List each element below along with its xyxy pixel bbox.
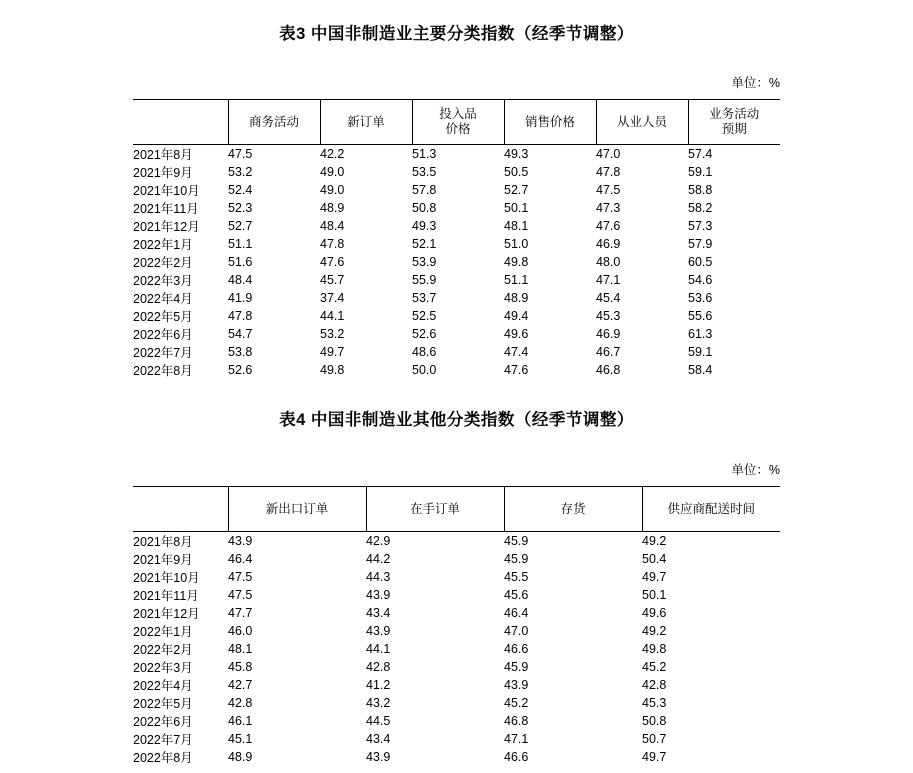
table3-cell: 48.4	[228, 273, 253, 287]
table3-cell: 51.6	[228, 255, 253, 269]
table3-cell: 53.2	[228, 165, 253, 179]
table4-cell: 45.5	[504, 570, 529, 584]
table3-col-employment: 从业人员	[596, 100, 688, 145]
table3-row-label: 2022年6月	[133, 328, 193, 342]
table3-cell: 57.4	[688, 147, 713, 161]
table4-col-month	[133, 487, 228, 532]
table3-cell: 47.0	[596, 147, 621, 161]
table4-cell: 50.7	[642, 732, 667, 746]
table3-row-label: 2022年2月	[133, 256, 193, 270]
table3-cell: 57.3	[688, 219, 713, 233]
table-row	[133, 217, 780, 235]
table4-cell: 49.2	[642, 624, 667, 638]
table-row	[133, 604, 780, 622]
table3-row-label: 2022年5月	[133, 310, 193, 324]
table3-header-row	[133, 100, 780, 145]
table3-row-label: 2022年3月	[133, 274, 193, 288]
table4-cell: 45.9	[504, 660, 529, 674]
table4-cell: 47.5	[228, 588, 253, 602]
table3-cell: 58.8	[688, 183, 713, 197]
table3-col-input-prices-line1: 投入品	[439, 107, 477, 121]
table3-cell: 45.4	[596, 291, 621, 305]
table3-cell: 51.1	[504, 273, 529, 287]
table3-col-new-orders: 新订单	[320, 100, 412, 145]
table4-cell: 44.2	[366, 552, 391, 566]
table4-unit-label: 单位：%	[731, 463, 780, 477]
table3-col-expectations	[688, 100, 780, 145]
table3-cell: 47.8	[596, 165, 621, 179]
table3-cell: 48.9	[504, 291, 529, 305]
table4-col-supplier-delivery-time: 供应商配送时间	[642, 487, 780, 532]
table4-cell: 42.8	[228, 696, 253, 710]
table3-unit-label: 单位：%	[731, 76, 780, 90]
table4-cell: 45.9	[504, 534, 529, 548]
table4-cell: 45.1	[228, 732, 253, 746]
table3-cell: 49.3	[412, 219, 437, 233]
table3-section	[0, 0, 913, 379]
table4-cell: 46.6	[504, 642, 529, 656]
table4	[133, 486, 780, 766]
table3-cell: 47.1	[596, 273, 621, 287]
table4-cell: 43.4	[366, 732, 391, 746]
table4-wrapper	[0, 478, 913, 766]
table3-cell: 46.9	[596, 237, 621, 251]
table4-row-label: 2022年5月	[133, 697, 193, 711]
table3-cell: 47.5	[228, 147, 253, 161]
table4-cell: 43.9	[366, 624, 391, 638]
table-row	[133, 199, 780, 217]
table-row	[133, 163, 780, 181]
table3-cell: 59.1	[688, 345, 713, 359]
table4-cell: 41.2	[366, 678, 391, 692]
table4-row-label: 2021年11月	[133, 589, 199, 603]
table-row	[133, 712, 780, 730]
table3-cell: 58.4	[688, 363, 713, 377]
table-row	[133, 271, 780, 289]
table4-header-row	[133, 487, 780, 532]
table3-cell: 49.3	[504, 147, 529, 161]
table3-cell: 46.9	[596, 327, 621, 341]
table3-cell: 52.6	[412, 327, 437, 341]
table3-col-input-prices	[412, 100, 504, 145]
table-row	[133, 181, 780, 199]
table4-cell: 43.9	[366, 750, 391, 764]
table3-col-sales-prices: 销售价格	[504, 100, 596, 145]
table3-cell: 49.4	[504, 309, 529, 323]
table3-col-month	[133, 100, 228, 145]
table3-row-label: 2022年1月	[133, 238, 193, 252]
table3-row-label: 2021年9月	[133, 166, 193, 180]
table3-cell: 45.7	[320, 273, 345, 287]
table-row	[133, 622, 780, 640]
table3-cell: 61.3	[688, 327, 713, 341]
table3-cell: 50.1	[504, 201, 529, 215]
table3-col-input-prices-line2: 价格	[445, 122, 471, 136]
table4-cell: 43.9	[228, 534, 253, 548]
table3-cell: 55.9	[412, 273, 437, 287]
table3-cell: 53.5	[412, 165, 437, 179]
table3-cell: 41.9	[228, 291, 253, 305]
table4-cell: 43.9	[366, 588, 391, 602]
table-row	[133, 235, 780, 253]
table4-cell: 50.4	[642, 552, 667, 566]
table3-cell: 51.3	[412, 147, 437, 161]
table3-cell: 53.2	[320, 327, 345, 341]
table-row	[133, 307, 780, 325]
table4-cell: 42.8	[642, 678, 667, 692]
table3-cell: 54.7	[228, 327, 253, 341]
table3-row-label: 2022年8月	[133, 364, 193, 378]
table-row	[133, 640, 780, 658]
table-row	[133, 658, 780, 676]
table3-cell: 55.6	[688, 309, 713, 323]
table3-cell: 57.9	[688, 237, 713, 251]
table-row	[133, 730, 780, 748]
table4-cell: 50.1	[642, 588, 667, 602]
table4-cell: 47.7	[228, 606, 253, 620]
table4-cell: 48.1	[228, 642, 253, 656]
table4-cell: 42.8	[366, 660, 391, 674]
table4-cell: 49.2	[642, 534, 667, 548]
table3-row-label: 2022年7月	[133, 346, 193, 360]
table3-cell: 48.9	[320, 201, 345, 215]
table4-cell: 47.5	[228, 570, 253, 584]
table3-cell: 48.4	[320, 219, 345, 233]
table4-row-label: 2022年4月	[133, 679, 193, 693]
table-row	[133, 145, 780, 164]
table3-cell: 53.6	[688, 291, 713, 305]
table3-cell: 47.3	[596, 201, 621, 215]
table4-row-label: 2022年8月	[133, 751, 193, 765]
table4-cell: 43.2	[366, 696, 391, 710]
table4-cell: 45.3	[642, 696, 667, 710]
table3-cell: 59.1	[688, 165, 713, 179]
table3-cell: 47.6	[504, 363, 529, 377]
table4-cell: 49.7	[642, 570, 667, 584]
table3-cell: 49.8	[320, 363, 345, 377]
table3-cell: 49.0	[320, 183, 345, 197]
table4-cell: 49.6	[642, 606, 667, 620]
table4-cell: 48.9	[228, 750, 253, 764]
table-row	[133, 325, 780, 343]
table3-cell: 58.2	[688, 201, 713, 215]
table3-cell: 47.5	[596, 183, 621, 197]
table-row	[133, 532, 780, 551]
table3-cell: 52.4	[228, 183, 253, 197]
table3-cell: 42.2	[320, 147, 345, 161]
table3-cell: 50.0	[412, 363, 437, 377]
table4-cell: 43.4	[366, 606, 391, 620]
table4-row-label: 2022年6月	[133, 715, 193, 729]
table3-cell: 48.6	[412, 345, 437, 359]
table4-title: 表4 中国非制造业其他分类指数（经季节调整）	[279, 411, 634, 429]
table4-cell: 42.7	[228, 678, 253, 692]
table-row	[133, 568, 780, 586]
table3-cell: 53.9	[412, 255, 437, 269]
table4-cell: 44.5	[366, 714, 391, 728]
table-row	[133, 343, 780, 361]
table3-col-expectations-line1: 业务活动	[709, 107, 760, 121]
table4-cell: 47.1	[504, 732, 529, 746]
table4-cell: 43.9	[504, 678, 529, 692]
table4-cell: 44.1	[366, 642, 391, 656]
table4-row-label: 2022年1月	[133, 625, 193, 639]
table3-cell: 46.8	[596, 363, 621, 377]
table3-cell: 47.8	[228, 309, 253, 323]
table3-col-expectations-line2: 预期	[721, 122, 747, 136]
table3-row-label: 2022年4月	[133, 292, 193, 306]
table3-wrapper	[0, 91, 913, 379]
table4-cell: 45.6	[504, 588, 529, 602]
table-row	[133, 748, 780, 766]
table4-row-label: 2021年12月	[133, 607, 200, 621]
table4-cell: 46.6	[504, 750, 529, 764]
table-row	[133, 253, 780, 271]
table4-cell: 46.4	[504, 606, 529, 620]
table3-cell: 57.8	[412, 183, 437, 197]
table3-cell: 54.6	[688, 273, 713, 287]
table3-cell: 45.3	[596, 309, 621, 323]
table4-row-label: 2022年3月	[133, 661, 193, 675]
table3-cell: 50.8	[412, 201, 437, 215]
table4-cell: 44.3	[366, 570, 391, 584]
table4-cell: 45.9	[504, 552, 529, 566]
table3-cell: 49.8	[504, 255, 529, 269]
table3-col-business-activity: 商务活动	[228, 100, 320, 145]
table4-cell: 46.8	[504, 714, 529, 728]
table3-cell: 52.6	[228, 363, 253, 377]
table3-cell: 51.1	[228, 237, 253, 251]
table4-cell: 46.1	[228, 714, 253, 728]
table4-cell: 45.8	[228, 660, 253, 674]
table4-cell: 46.4	[228, 552, 253, 566]
table3-cell: 47.6	[320, 255, 345, 269]
table-row	[133, 550, 780, 568]
table3-cell: 49.7	[320, 345, 345, 359]
table3-cell: 49.0	[320, 165, 345, 179]
table3-cell: 48.0	[596, 255, 621, 269]
table3-row-label: 2021年11月	[133, 202, 199, 216]
table-row	[133, 676, 780, 694]
table3-row-label: 2021年10月	[133, 184, 200, 198]
table3-cell: 37.4	[320, 291, 345, 305]
table-row	[133, 361, 780, 379]
table3-cell: 47.4	[504, 345, 529, 359]
table-row	[133, 586, 780, 604]
table4-cell: 46.0	[228, 624, 253, 638]
table3-cell: 46.7	[596, 345, 621, 359]
table4-row-label: 2021年9月	[133, 553, 193, 567]
table4-row-label: 2021年8月	[133, 535, 193, 549]
table3-row-label: 2021年12月	[133, 220, 200, 234]
table3-cell: 51.0	[504, 237, 529, 251]
table3	[133, 99, 780, 379]
table4-section	[0, 379, 913, 766]
table3-cell: 48.1	[504, 219, 529, 233]
table4-row-label: 2022年2月	[133, 643, 193, 657]
table3-title: 表3 中国非制造业主要分类指数（经季节调整）	[279, 25, 634, 43]
table3-cell: 47.8	[320, 237, 345, 251]
table3-cell: 52.7	[228, 219, 253, 233]
table3-cell: 49.6	[504, 327, 529, 341]
table4-row-label: 2022年7月	[133, 733, 193, 747]
table-row	[133, 694, 780, 712]
table3-cell: 53.8	[228, 345, 253, 359]
table4-col-backlog-orders: 在手订单	[366, 487, 504, 532]
table3-cell: 60.5	[688, 255, 713, 269]
table4-col-new-export-orders: 新出口订单	[228, 487, 366, 532]
table4-cell: 47.0	[504, 624, 529, 638]
table-row	[133, 289, 780, 307]
table3-cell: 44.1	[320, 309, 345, 323]
table4-row-label: 2021年10月	[133, 571, 200, 585]
table3-cell: 52.7	[504, 183, 529, 197]
table4-cell: 45.2	[642, 660, 667, 674]
table4-col-inventory: 存货	[504, 487, 642, 532]
table3-cell: 52.5	[412, 309, 437, 323]
table4-cell: 49.8	[642, 642, 667, 656]
table4-cell: 50.8	[642, 714, 667, 728]
table3-cell: 52.3	[228, 201, 253, 215]
table4-cell: 45.2	[504, 696, 529, 710]
table4-cell: 42.9	[366, 534, 391, 548]
table3-cell: 53.7	[412, 291, 437, 305]
table3-row-label: 2021年8月	[133, 148, 193, 162]
table3-cell: 52.1	[412, 237, 437, 251]
table4-cell: 49.7	[642, 750, 667, 764]
table3-cell: 50.5	[504, 165, 529, 179]
table3-cell: 47.6	[596, 219, 621, 233]
